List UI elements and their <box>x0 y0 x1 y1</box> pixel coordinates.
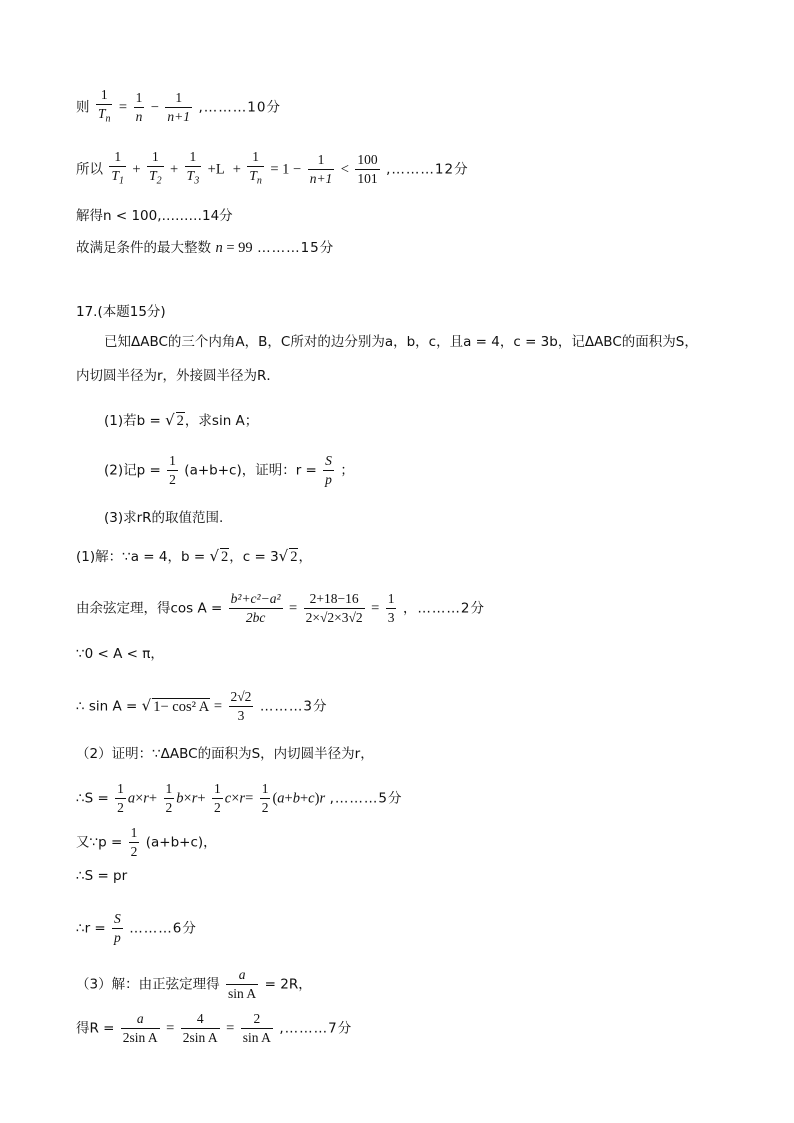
equals-one-minus: = 1 − <box>270 161 302 178</box>
solution-3-sine-law: （3）解：由正弦定理得 $\frac{a}{\text{sin A}}$ = 2R， <box>76 967 312 1001</box>
text: ； <box>340 462 354 479</box>
text: 则 <box>76 99 90 116</box>
var: n <box>215 240 223 256</box>
fraction: $\frac{1}{n+1}$ <box>167 89 191 124</box>
text: ∴r = <box>76 920 111 937</box>
fraction: $\frac{100}{101}$ <box>357 151 378 186</box>
fraction: $\frac{2+18-16}{2\times√2\times 3√2}$ <box>305 591 363 625</box>
fraction: $\frac{1}{T_3}$ <box>186 149 200 187</box>
solution-1-cosine: 由余弦定理，得cos A = $\frac{\text{b²+c²−a²}}{2bc}$ = $\frac{2+18-16}{2\times√2\times 3√2}$ = $\frac{1}{3}$ ，………2分 <box>76 591 486 625</box>
minus: − <box>150 99 159 116</box>
question-17-part-2 <box>104 452 354 489</box>
solution-1-range: ∵0 < A < π， <box>76 646 164 662</box>
score-mark: ，………2分 <box>402 600 486 617</box>
score-mark: ………3分 <box>259 698 328 715</box>
question-17-part-1: (1)若b = √ 2，求sin A； <box>104 411 259 429</box>
sqrt-expr: 1− cos² A <box>153 698 210 715</box>
fraction: $\frac{1}{T_1}$ <box>111 149 124 187</box>
solution-2-p: 又∵p = $\frac{1}{2}$ (a+b+c)， <box>76 825 217 859</box>
step-12: 所以 $\frac{1}{T_1}$ + $\frac{1}{T_2}$ + $\frac{1}{T_3}$ +L + $\frac{1}{T_n}$ = 1 − $\frac{1}{n+1}$ < $\frac{100}{101}$ ,………12分 <box>76 148 469 191</box>
question-17-stem-1: 已知ΔABC的三个内角A，B，C所对的边分别为a，b，c，且a = 4，c = 3b，记ΔABC的面积为S， <box>104 334 698 350</box>
text: (1)若b = <box>104 413 166 429</box>
solution-1-given: (1)解：∵a = 4，b = √ 2，c = 3√ 2， <box>76 547 312 565</box>
text: (a+b+c)，证明：r = <box>184 462 322 479</box>
solution-1-sine: ∴ sin A = √ 1− cos² A = $\frac{2√2}{3}$ ………3分 <box>76 689 328 723</box>
score-mark: ,………10分 <box>198 99 281 116</box>
fraction: $\frac{S}{p}$ <box>325 453 332 487</box>
fraction: $\frac{1}{3}$ <box>387 591 395 625</box>
solution-2-intro: （2）证明：∵ΔABC的面积为S，内切圆半径为r， <box>76 746 374 762</box>
plus: + <box>132 161 141 178</box>
text: ∴S = <box>76 790 114 807</box>
question-17-title: 17.(本题15分) <box>76 304 166 320</box>
solution-2-s-pr: ∴S = pr <box>76 868 128 884</box>
fraction: $\frac{1}{n}$ <box>135 89 143 124</box>
plus: + <box>170 161 179 178</box>
sqrt-2: 2 <box>176 413 184 429</box>
fraction: $\frac{1}{T_n}$ <box>96 86 113 129</box>
score-mark: ………6分 <box>129 920 197 937</box>
step-14: 解得n < 100,………14分 <box>76 208 233 224</box>
score-mark: ,………12分 <box>386 161 469 178</box>
solution-3-R: 得R = $\frac{a}{\text{2sin A}}$ = $\frac{4}{\text{2sin A}}$ = $\frac{2}{\text{sin A}}$ ,………7分 <box>76 1011 353 1045</box>
fraction: $\frac{1}{n+1}$ <box>309 151 333 186</box>
text: 得R = <box>76 1020 119 1037</box>
text: ，c = 3 <box>229 549 279 565</box>
text: (1)解：∵a = 4，b = <box>76 549 210 565</box>
equals: = <box>118 99 128 116</box>
fraction: $\frac{1}{2}$ <box>169 453 176 487</box>
denominator: $T_n$ <box>97 106 111 125</box>
fraction: $\frac{\text{b²+c²−a²}}{2bc}$ <box>230 591 281 625</box>
fraction: $\frac{2√2}{3}$ <box>230 689 252 723</box>
step-15: 故满足条件的最大整数 n = 99 ………15分 <box>76 240 335 256</box>
score-mark: ,………7分 <box>279 1020 353 1037</box>
fraction: $\frac{1}{T_2}$ <box>149 149 162 187</box>
score-mark: ,………5分 <box>329 790 403 807</box>
text: ∴ sin A = <box>76 698 142 715</box>
text: 由余弦定理，得cos A = <box>76 600 227 617</box>
less-than: < <box>340 161 349 178</box>
fraction: $\frac{1}{T_n}$ <box>249 149 262 187</box>
text: ，求sin A； <box>184 413 259 429</box>
question-17-stem-2: 内切圆半径为r，外接圆半径为R． <box>76 368 280 384</box>
solution-2-area: ∴S = $\frac{1}{2}$ a×r+ $\frac{1}{2}$ b×r+ $\frac{1}{2}$ c×r= $\frac{1}{2}$ (a+b+c)r ,………5分 <box>76 781 403 815</box>
text: （3）解：由正弦定理得 <box>76 976 220 993</box>
solution-2-result: ∴r = $\frac{S}{p}$ ………6分 <box>76 911 197 945</box>
text: 又∵p = <box>76 834 127 851</box>
text: = 2R， <box>264 976 312 993</box>
step-10 <box>76 86 281 129</box>
question-17-part-3: (3)求rR的取值范围. <box>104 510 224 526</box>
text: 故满足条件的最大整数 <box>76 240 211 256</box>
text: (a+b+c)， <box>145 834 217 851</box>
text: (2)记p = <box>104 462 166 479</box>
plus-ellipsis: +L <box>207 161 225 178</box>
text: 所以 <box>76 161 103 178</box>
score-mark: ………15分 <box>257 240 335 256</box>
